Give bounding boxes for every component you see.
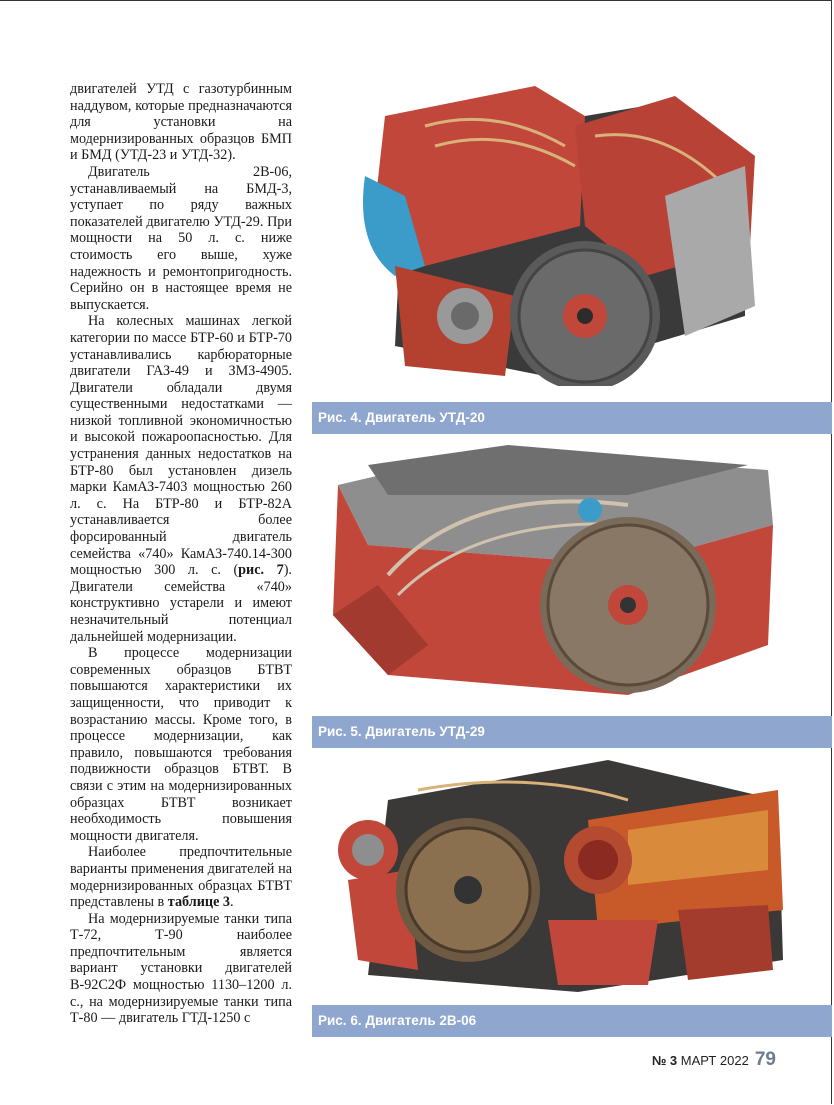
issue-number: № 3 (651, 1053, 678, 1068)
paragraph-3 (70, 313, 292, 645)
engine-photo-utd20 (345, 86, 761, 386)
paragraph-3-text: На колесных машинах легкой категории по массе БТР-60 и БТР-70 устанавливались карбюраторные двигатели ГАЗ-49 и ЗМЗ-4905. Двигатели обладали двумя существенными недостатками — низкой топливной экономичностью и высокой пожароопасностью. Для устранения данных недостатков на БТР-80 был установлен дизель марки КамАЗ-7403 мощностью 260 л. с. На БТР-80 и БТР-82А устанавливается более форсированный двигатель семейства «740» КамАЗ-740.14-300 мощностью 300 л. с. ( (70, 313, 292, 579)
engine-photo-2v06 (328, 760, 790, 995)
table-3-ref: таблице 3 (167, 894, 231, 911)
figure-5-caption: Рис. 5. Двигатель УТД-29 (312, 716, 832, 748)
page-number: 79 (754, 1049, 776, 1070)
engine-photo-utd29 (328, 445, 776, 700)
paragraph-2: Двигатель 2В-06, устанавливаемый на БМД-3, уступает по ряду важных показателей двигателю УТД-29. При мощности на 50 л. с. ниже стоимость его выше, хуже надежность и ремонтопригодность. Серийно он в настоящее время не выпускается. (70, 163, 292, 313)
paragraph-4: В процессе модернизации современных образцов БТВТ повышаются характеристики их защищенности, что приводит к возрастанию массы. Кроме того, в процессе модернизации, как правило, повышаются требования подвижности образцов БТВТ. В связи с этим на модернизированных образцах БТВТ возникает необходимость повышения мощности двигателя. (70, 645, 292, 844)
paragraph-3-tail: ). Двигатели семейства «740» конструктивно устарели и имеют незначительный потенциал дальнейшей модернизации. (70, 562, 292, 645)
paragraph-5-text: Наиболее предпочтительные варианты применения двигателей на модернизированных образцах БТВТ представлены в (70, 844, 292, 911)
issue-date: МАРТ 2022 (680, 1053, 749, 1068)
issue-info (652, 1053, 749, 1068)
paragraph-5-tail: . (230, 894, 234, 911)
paragraph-5 (70, 844, 292, 910)
page-footer (652, 1049, 776, 1071)
figure-7-ref: рис. 7 (238, 562, 284, 579)
paragraph-6: На модернизируемые танки типа Т-72, Т-90 наиболее предпочтительным является вариант установки двигателей В-92С2Ф мощностью 1130–1200 л. с., на модернизируемые танки типа Т-80 — двигатель ГТД-1250 с (70, 910, 292, 1027)
article-text-column (70, 81, 292, 1027)
figure-4-caption: Рис. 4. Двигатель УТД-20 (312, 402, 832, 434)
figure-6-caption: Рис. 6. Двигатель 2В-06 (312, 1005, 832, 1037)
paragraph-1: двигателей УТД с газотурбинным наддувом, которые предназначаются для установки на модернизированных образцов БМП и БМД (УТД-23 и УТД-32). (70, 81, 292, 164)
